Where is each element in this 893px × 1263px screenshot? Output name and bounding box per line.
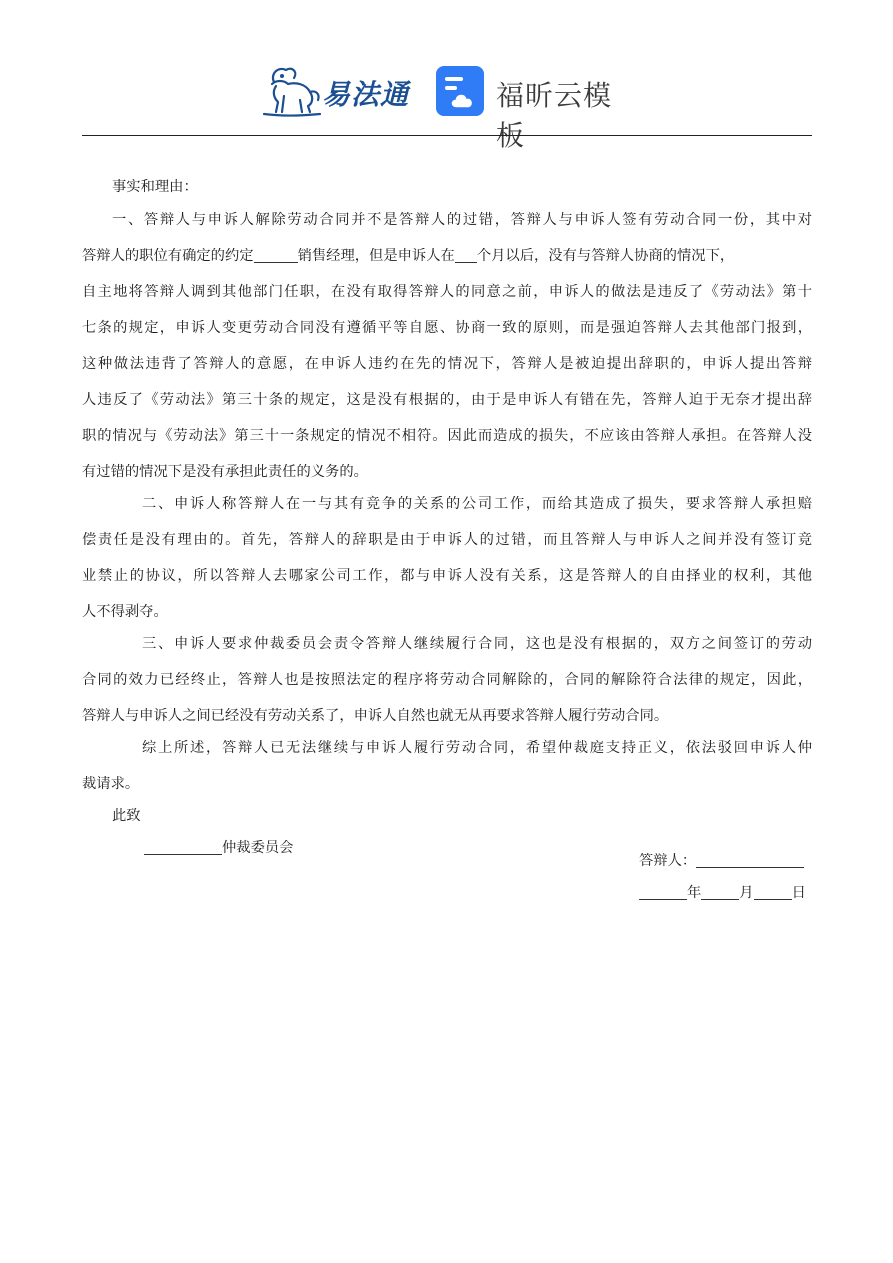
signature-blank <box>696 851 804 868</box>
month-label: 月 <box>739 885 754 901</box>
paragraph-1-line: 这种做法违背了答辩人的意愿，在申诉人违约在先的情况下，答辩人是被迫提出辞职的，申诉人提出答辩 <box>82 356 812 372</box>
header-divider <box>82 135 812 136</box>
cloud-doc-icon <box>436 66 486 118</box>
signature-label: 答辩人： <box>639 853 697 869</box>
section-heading: 事实和理由： <box>112 179 198 195</box>
months-blank <box>455 246 477 263</box>
recipient-blank <box>144 838 222 855</box>
yifatong-logo <box>262 62 412 118</box>
paragraph-3-line: 答辩人与申诉人之间已经没有劳动关系了，申诉人自然也就无从再要求答辩人履行劳动合同。 <box>82 708 669 724</box>
paragraph-2-line: 业禁止的协议，所以答辩人去哪家公司工作，都与申诉人没有关系，这是答辩人的自由择业的权利，其他 <box>82 568 812 584</box>
paragraph-1-line: 七条的规定，申诉人变更劳动合同没有遵循平等自愿、协商一致的原则，而是强迫答辩人去其他部门报到， <box>82 320 812 336</box>
paragraph-1-text: 答辩人的职位有确定的约定 <box>82 248 254 264</box>
paragraph-1-line: 职的情况与《劳动法》第三十一条规定的情况不相符。因此而造成的损失，不应该由答辩人承担。在答辩人没 <box>82 428 812 444</box>
paragraph-1-line: 自主地将答辩人调到其他部门任职，在没有取得答辩人的同意之前，申诉人的做法是违反了《劳动法》第十 <box>82 284 812 300</box>
paragraph-1-text: 个月以后，没有与答辩人协商的情况下， <box>476 248 735 264</box>
position-blank <box>254 246 298 263</box>
signature-line <box>639 849 804 873</box>
paragraph-2-line: 人不得剥夺。 <box>82 604 168 620</box>
closing-salutation: 此致 <box>112 808 141 824</box>
paragraph-1-line: 有过错的情况下是没有承担此责任的义务的。 <box>82 464 368 480</box>
paragraph-1-line: 一、答辩人与申诉人解除劳动合同并不是答辩人的过错，答辩人与申诉人签有劳动合同一份，其中对 <box>112 212 812 228</box>
recipient-text: 仲裁委员会 <box>222 840 294 856</box>
year-blank <box>639 883 687 900</box>
paragraph-4-line: 裁请求。 <box>82 776 140 792</box>
day-blank <box>754 883 792 900</box>
lion-emblem-icon <box>262 62 322 118</box>
paragraph-2-line: 二、申诉人称答辩人在一与其有竞争的关系的公司工作，而给其造成了损失，要求答辩人承担赔 <box>142 496 812 512</box>
fuxin-logo-text: 福昕云模板 <box>496 79 613 152</box>
paragraph-2-line: 偿责任是没有理由的。首先，答辩人的辞职是由于申诉人的过错，而且答辩人与申诉人之间并没有签订竞 <box>82 532 812 548</box>
recipient-line <box>144 836 293 860</box>
yifatong-logo-text: 易法通 <box>322 78 410 111</box>
date-line <box>639 881 806 905</box>
paragraph-1-line: 人违反了《劳动法》第三十条的规定，这是没有根据的，由于是申诉人有错在先，答辩人迫于无奈才提出辞 <box>82 392 812 408</box>
paragraph-4-line: 综上所述，答辩人已无法继续与申诉人履行劳动合同，希望仲裁庭支持正义，依法驳回申诉人仲 <box>142 740 812 756</box>
paragraph-1-text: 销售经理，但是申诉人在 <box>297 248 455 264</box>
page-header <box>0 0 893 152</box>
paragraph-3-line: 合同的效力已经终止，答辩人也是按照法定的程序将劳动合同解除的，合同的解除符合法律的规定，因此， <box>82 672 812 688</box>
year-label: 年 <box>687 885 702 901</box>
paragraph-1-line <box>82 244 734 268</box>
day-label: 日 <box>791 885 806 901</box>
month-blank <box>701 883 739 900</box>
fuxin-logo <box>436 66 636 152</box>
paragraph-3-line: 三、申诉人要求仲裁委员会责令答辩人继续履行合同，这也是没有根据的，双方之间签订的劳动 <box>142 636 812 652</box>
